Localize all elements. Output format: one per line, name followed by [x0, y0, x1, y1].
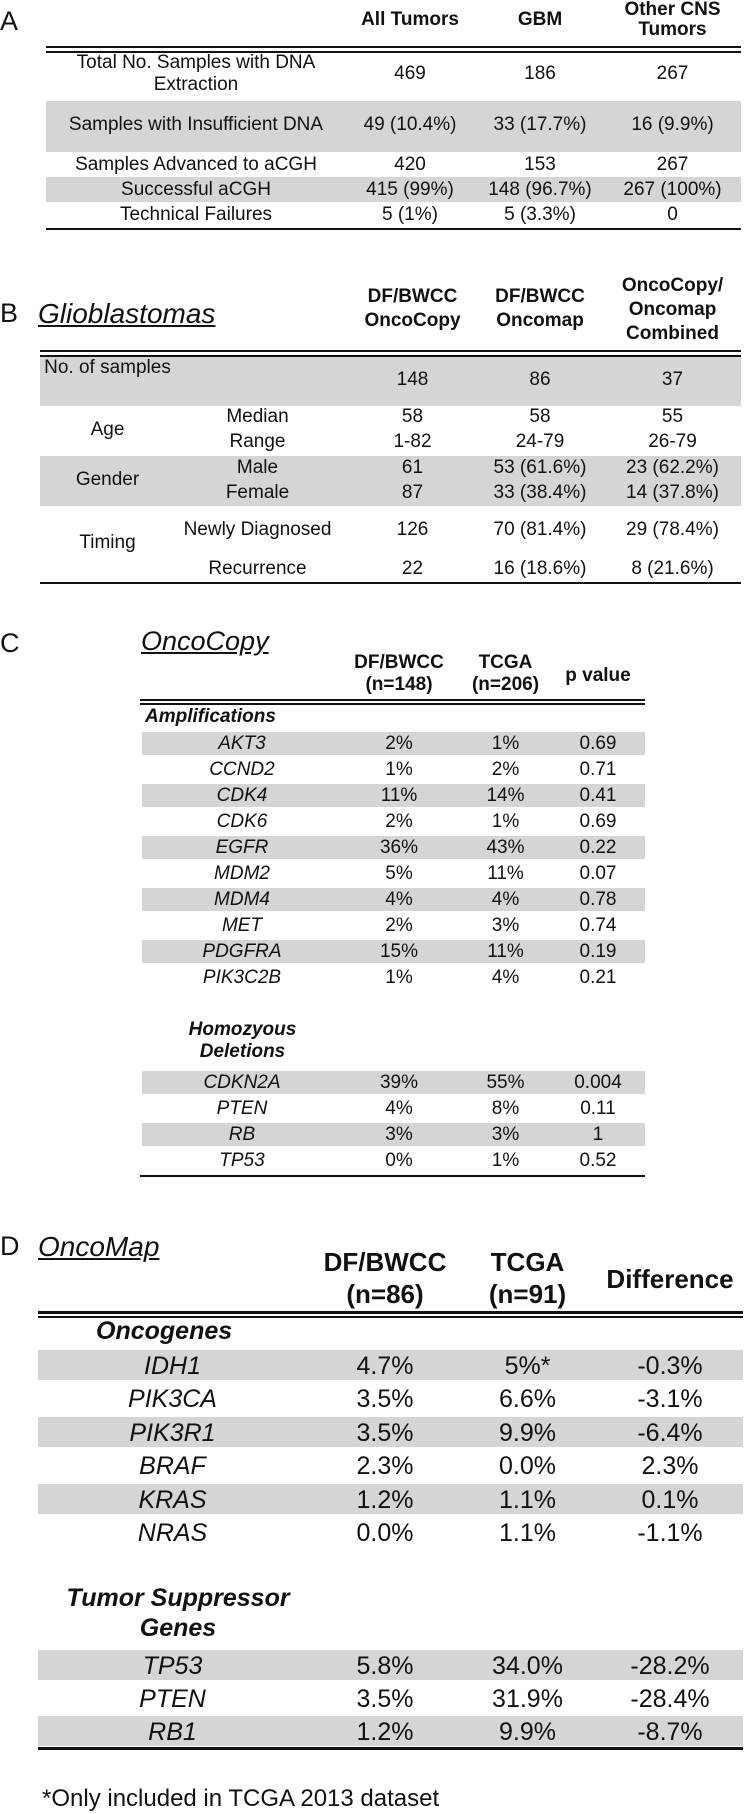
- panel-c-cell: 4%: [385, 1098, 413, 1119]
- panel-c-cell: 36%: [379, 837, 419, 858]
- panel-d-rule-bottom: [38, 1747, 743, 1750]
- panel-a-cell: 186: [524, 63, 556, 84]
- panel-c-gene: EGFR: [215, 837, 269, 858]
- panel-c-gene: RB: [228, 1124, 256, 1145]
- panel-c-cell: 1%: [385, 967, 413, 988]
- panel-c-gene: PTEN: [216, 1098, 268, 1119]
- panel-c-rule-top: [140, 699, 645, 701]
- panel-d-gene: BRAF: [139, 1452, 206, 1480]
- panel-c-cell: 2%: [491, 759, 520, 780]
- panel-c-cell: 4%: [491, 889, 520, 910]
- panel-c-cell: 0.07: [579, 863, 617, 884]
- panel-b-cell: 53 (61.6%): [493, 457, 587, 478]
- panel-c-cell: 1: [592, 1124, 604, 1145]
- panel-b-cell: 148: [396, 369, 429, 390]
- panel-c-gene: CDK4: [216, 785, 268, 806]
- panel-c-cell: 39%: [379, 1072, 419, 1093]
- panel-d-cell: 9.9%: [499, 1419, 556, 1447]
- panel-d-cell: 1.2%: [356, 1486, 414, 1514]
- panel-c-rule-top2: [140, 703, 645, 705]
- panel-d-gene: PTEN: [139, 1685, 206, 1713]
- panel-a-cell: 420: [394, 154, 426, 175]
- panel-b-cell: 55: [661, 406, 684, 427]
- panel-a-rule-top: [46, 46, 741, 48]
- panel-d-tsg-heading: Tumor Suppressor Genes: [66, 1584, 290, 1642]
- panel-d-cell: 1.2%: [356, 1718, 414, 1746]
- panel-d-cell: -0.3%: [637, 1352, 703, 1380]
- panel-a-rule-bottom: [46, 228, 741, 230]
- panel-b-title: Glioblastomas: [38, 298, 216, 329]
- panel-c-cell: 11%: [380, 785, 418, 806]
- panel-b-row-label: Range: [229, 431, 286, 452]
- panel-c-cell: 55%: [486, 1072, 525, 1093]
- panel-c-cell: 2%: [385, 733, 413, 754]
- panel-a-row-label: Technical Failures: [119, 204, 273, 225]
- panel-c-cell: 15%: [379, 941, 419, 962]
- panel-b-cell: 58: [401, 406, 424, 427]
- panel-c-letter: C: [0, 628, 20, 658]
- panel-b-cell: 14 (37.8%): [626, 482, 719, 503]
- panel-b-cell: 23 (62.2%): [626, 457, 719, 478]
- panel-b-cell: 58: [529, 406, 551, 427]
- panel-d-cell: -28.2%: [630, 1652, 710, 1680]
- panel-b-cell: 86: [529, 369, 551, 390]
- panel-c-gene: TP53: [219, 1150, 265, 1171]
- panel-a-cell: 33 (17.7%): [493, 114, 587, 135]
- panel-c-amp-heading: Amplifications: [145, 706, 276, 727]
- panel-c-cell: 5%: [385, 863, 413, 884]
- panel-c-cell: 0.74: [579, 915, 617, 936]
- panel-b-cell: 22: [401, 558, 424, 579]
- panel-d-cell: 9.9%: [499, 1718, 556, 1746]
- panel-c-gene: CDKN2A: [203, 1072, 281, 1093]
- panel-a-cell: 0: [667, 204, 678, 225]
- panel-c-cell: 0.78: [579, 889, 617, 910]
- panel-d-cell: -28.4%: [630, 1685, 710, 1713]
- panel-a-header-all-tumors: All Tumors: [361, 9, 459, 30]
- panel-c-cell: 0.22: [579, 837, 617, 858]
- panel-b-rule-bottom: [40, 582, 741, 584]
- panel-b-cell: 33 (38.4%): [493, 482, 587, 503]
- panel-b-cell: 61: [401, 457, 424, 478]
- panel-a-cell: 5 (1%): [382, 204, 438, 225]
- panel-d-gene: IDH1: [144, 1352, 201, 1380]
- panel-c-cell: 3%: [491, 915, 520, 936]
- panel-d-cell: 0.1%: [641, 1486, 699, 1514]
- panel-a-row-label: Samples Advanced to aCGH: [75, 154, 317, 175]
- panel-d-cell: -3.1%: [637, 1385, 703, 1413]
- panel-b-group-gender: Gender: [75, 469, 140, 490]
- panel-b-group-timing: Timing: [79, 532, 136, 553]
- panel-d-cell: 1.1%: [499, 1519, 556, 1547]
- panel-a-cell: 415 (99%): [366, 179, 454, 200]
- panel-c-cell: 0.19: [579, 941, 617, 962]
- panel-c-title: OncoCopy: [141, 626, 269, 656]
- panel-c-cell: 8%: [491, 1098, 520, 1119]
- panel-c-cell: 1%: [385, 759, 413, 780]
- panel-d-cell: 2.3%: [356, 1452, 414, 1480]
- panel-a-cell: 5 (3.3%): [504, 204, 576, 225]
- panel-a-cell: 49 (10.4%): [363, 114, 457, 135]
- panel-c-header-dfbwcc: DF/BWCC (n=148): [354, 652, 444, 695]
- panel-b-cell: 126: [396, 519, 429, 540]
- panel-a-header-gbm: GBM: [517, 9, 563, 30]
- panel-a-cell: 267: [656, 63, 689, 84]
- panel-d-cell: 5%*: [504, 1352, 551, 1380]
- panel-c-header-tcga: TCGA (n=206): [471, 652, 540, 695]
- panel-b-cell: 8 (21.6%): [631, 558, 714, 579]
- panel-d-gene: PIK3CA: [128, 1385, 217, 1413]
- panel-d-cell: 5.8%: [356, 1652, 414, 1680]
- panel-d-cell: -6.4%: [637, 1419, 703, 1447]
- panel-b-cell: 16 (18.6%): [493, 558, 587, 579]
- panel-c-cell: 43%: [486, 837, 525, 858]
- panel-d-cell: 3.5%: [356, 1685, 414, 1713]
- panel-b-row-label: Newly Diagnosed: [183, 519, 332, 540]
- panel-b-cell: 26-79: [648, 431, 697, 452]
- panel-c-cell: 0.69: [579, 733, 617, 754]
- panel-c-gene: CDK6: [216, 811, 268, 832]
- panel-a-header-other-cns: Other CNS Tumors: [624, 0, 721, 40]
- panel-c-cell: 3%: [491, 1124, 520, 1145]
- panel-d-letter: D: [0, 1231, 20, 1261]
- panel-a-letter: A: [0, 6, 19, 36]
- panel-c-cell: 1%: [491, 733, 520, 754]
- panel-d-header-tcga: TCGA (n=91): [488, 1247, 567, 1309]
- panel-d-cell: 3.5%: [356, 1385, 414, 1413]
- panel-d-cell: 1.1%: [499, 1486, 556, 1514]
- panel-d-gene: RB1: [148, 1718, 197, 1746]
- panel-d-cell: 6.6%: [499, 1385, 556, 1413]
- panel-d-rule-top: [38, 1311, 743, 1314]
- panel-d-onc-heading: Oncogenes: [96, 1317, 233, 1345]
- panel-b-cell: 70 (81.4%): [493, 519, 587, 540]
- panel-d-gene: PIK3R1: [129, 1419, 216, 1447]
- panel-c-cell: 4%: [385, 889, 413, 910]
- panel-c-cell: 1%: [491, 811, 520, 832]
- panel-c-cell: 0.69: [579, 811, 617, 832]
- panel-c-cell: 0.41: [579, 785, 617, 806]
- panel-d-gene: NRAS: [137, 1519, 208, 1547]
- panel-b-cell: 37: [661, 369, 684, 390]
- panel-c-cell: 0.004: [574, 1072, 622, 1093]
- panel-b-cell: 87: [401, 482, 424, 503]
- panel-b-row-label: Median: [226, 406, 289, 427]
- panel-b-cell: 29 (78.4%): [626, 519, 719, 540]
- panel-d-cell: 4.7%: [356, 1352, 414, 1380]
- panel-a-row-label: Samples with Insufficient DNA: [68, 114, 324, 135]
- panel-b-rule-top: [40, 350, 741, 352]
- panel-c-gene: AKT3: [218, 733, 266, 754]
- panel-c-cell: 11%: [487, 941, 524, 962]
- panel-c-cell: 0.52: [579, 1150, 617, 1171]
- panel-c-gene: MET: [221, 915, 263, 936]
- panel-b-row-label: Recurrence: [208, 558, 307, 579]
- panel-a-cell: 153: [524, 154, 556, 175]
- panel-d-header-difference: Difference: [606, 1264, 734, 1294]
- panel-d-cell: 31.9%: [492, 1685, 563, 1713]
- panel-c-header-pvalue: p value: [565, 665, 631, 686]
- panel-c-gene: PDGFRA: [202, 941, 282, 962]
- panel-b-cell: 24-79: [515, 431, 565, 452]
- panel-c-cell: 0.11: [580, 1098, 616, 1119]
- panel-b-letter: B: [0, 298, 19, 328]
- panel-c-cell: 2%: [385, 915, 413, 936]
- panel-b-header-combined: OncoCopy/ Oncomap Combined: [621, 275, 724, 344]
- panel-a-cell: 148 (96.7%): [488, 179, 592, 200]
- panel-c-gene: CCND2: [209, 759, 275, 780]
- panel-a-row-label: Successful aCGH: [121, 179, 271, 200]
- panel-d-cell: 0.0%: [356, 1519, 414, 1547]
- panel-c-rule-bottom: [140, 1175, 645, 1177]
- panel-d-title: OncoMap: [38, 1231, 160, 1262]
- panel-d-gene: KRAS: [138, 1486, 207, 1514]
- panel-c-cell: 2%: [385, 811, 413, 832]
- panel-c-cell: 0.21: [579, 967, 617, 988]
- panel-a-cell: 267 (100%): [623, 179, 722, 200]
- panel-b-header-oncomap: DF/BWCC Oncomap: [495, 286, 585, 331]
- panel-b-cell: 1-82: [393, 431, 432, 452]
- panel-c-cell: 1%: [491, 1150, 520, 1171]
- panel-c-gene: MDM4: [214, 889, 270, 910]
- panel-d-cell: 2.3%: [641, 1452, 699, 1480]
- panel-c-gene: MDM2: [214, 863, 270, 884]
- panel-c-gene: PIK3C2B: [202, 967, 282, 988]
- panel-d-cell: 34.0%: [492, 1652, 563, 1680]
- footnote: *Only included in TCGA 2013 dataset: [42, 1785, 440, 1812]
- panel-b-row-label: Female: [225, 482, 290, 503]
- panel-b-header-oncocopy: DF/BWCC OncoCopy: [364, 286, 461, 331]
- panel-d-header-dfbwcc: DF/BWCC (n=86): [323, 1247, 447, 1309]
- panel-c-cell: 11%: [487, 863, 524, 884]
- panel-c-del-heading: Homozyous Deletions: [188, 1019, 297, 1062]
- panel-d-cell: -1.1%: [637, 1519, 703, 1547]
- panel-a-cell: 16 (9.9%): [631, 114, 714, 135]
- panel-c-cell: 0.71: [579, 759, 617, 780]
- panel-b-group-age: Age: [90, 419, 125, 440]
- panel-b-row-label: Male: [236, 457, 279, 478]
- panel-d-cell: 3.5%: [356, 1419, 414, 1447]
- panel-c-cell: 3%: [385, 1124, 413, 1145]
- panel-d-cell: -8.7%: [637, 1718, 703, 1746]
- panel-c-cell: 4%: [491, 967, 520, 988]
- panel-c-cell: 14%: [486, 785, 525, 806]
- panel-a-cell: 267: [656, 154, 689, 175]
- panel-d-gene: TP53: [142, 1652, 203, 1680]
- panel-d-cell: 0.0%: [499, 1452, 556, 1480]
- panel-c-cell: 0%: [385, 1150, 413, 1171]
- panel-b-samples-label: No. of samples: [44, 357, 171, 378]
- panel-a-row-label: Total No. Samples with DNA Extraction: [76, 52, 316, 95]
- panel-a-cell: 469: [394, 63, 426, 84]
